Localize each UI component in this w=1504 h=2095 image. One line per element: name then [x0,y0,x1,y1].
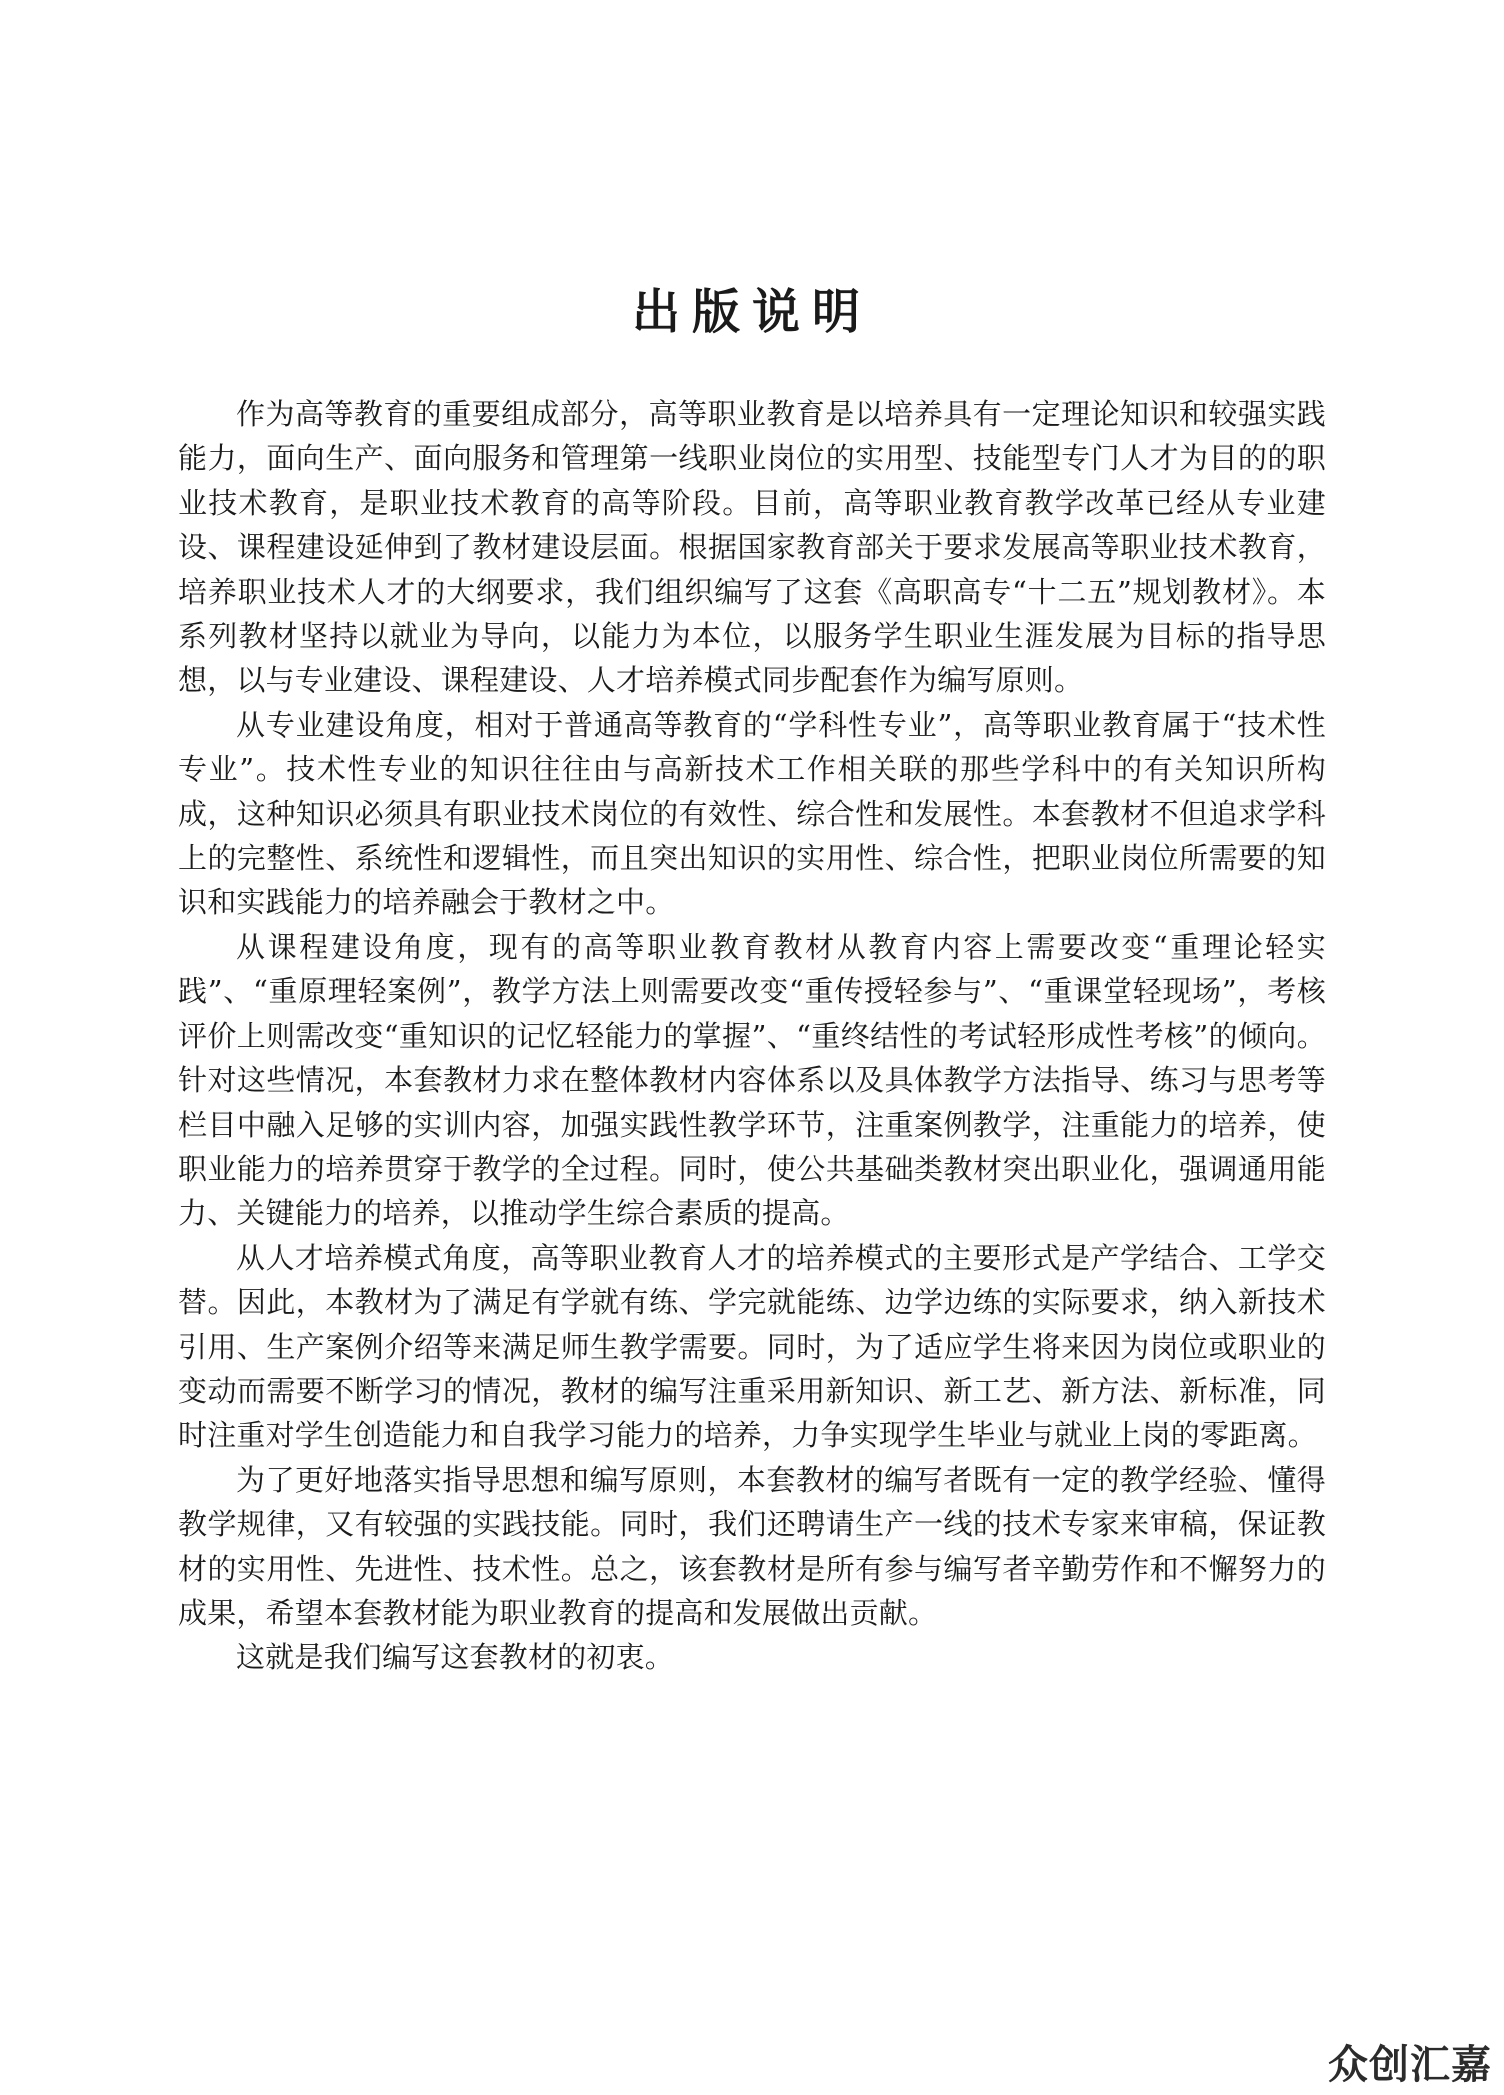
paragraph: 为了更好地落实指导思想和编写原则，本套教材的编写者既有一定的教学经验、懂得教学规律，又有较强的实践技能。同时，我们还聘请生产一线的技术专家来审稿，保证教材的实用性、先进性、技术性。总之，该套教材是所有参与编写者辛勤劳作和不懈努力的成果，希望本套教材能为职业教育的提高和发展做出贡献。 [178,1462,1326,1630]
paragraph: 作为高等教育的重要组成部分，高等职业教育是以培养具有一定理论知识和较强实践能力，面向生产、面向服务和管理第一线职业岗位的实用型、技能型专门人才为目的的职业技术教育，是职业技术教育的高等阶段。目前，高等职业教育教学改革已经从专业建设、课程建设延伸到了教材建设层面。根据国家教育部关于要求发展高等职业技术教育，培养职业技术人才的大纲要求，我们组织编写了这套《高职高专“十二五”规划教材》。本系列教材坚持以就业为导向，以能力为本位，以服务学生职业生涯发展为目标的指导思想，以与专业建设、课程建设、人才培养模式同步配套作为编写原则。 [178,397,1326,698]
paragraph: 这就是我们编写这套教材的初衷。 [236,1640,675,1675]
paragraph: 从人才培养模式角度，高等职业教育人才的培养模式的主要形式是产学结合、工学交替。因此，本教材为了满足有学就有练、学完就能练、边学边练的实际要求，纳入新技术引用、生产案例介绍等来满足师生教学需要。同时，为了适应学生将来因为岗位或职业的变动而需要不断学习的情况，教材的编写注重采用新知识、新工艺、新方法、新标准，同时注重对学生创造能力和自我学习能力的培养，力争实现学生毕业与就业上岗的零距离。 [178,1240,1326,1453]
document-body [178,392,1326,1680]
paragraph: 从课程建设角度，现有的高等职业教育教材从教育内容上需要改变“重理论轻实践”、“重原理轻案例”，教学方法上则需要改变“重传授轻参与”、“重课堂轻现场”，考核评价上则需改变“重知识的记忆轻能力的掌握”、“重终结性的考试轻形成性考核”的倾向。针对这些情况，本套教材力求在整体教材内容体系以及具体教学方法指导、练习与思考等栏目中融入足够的实训内容，加强实践性教学环节，注重案例教学，注重能力的培养，使职业能力的培养贯穿于教学的全过程。同时，使公共基础类教材突出职业化，强调通用能力、关键能力的培养，以推动学生综合素质的提高。 [178,929,1326,1231]
page-title: 出版说明 [631,284,872,340]
paragraph: 从专业建设角度，相对于普通高等教育的“学科性专业”，高等职业教育属于“技术性专业”。技术性专业的知识往往由与高新技术工作相关联的那些学科中的有关知识所构成，这种知识必须具有职业技术岗位的有效性、综合性和发展性。本套教材不但追求学科上的完整性、系统性和逻辑性，而且突出知识的实用性、综合性，把职业岗位所需要的知识和实践能力的培养融会于教材之中。 [178,707,1326,920]
watermark-logo-text: 众创汇嘉 [1328,2042,1492,2088]
